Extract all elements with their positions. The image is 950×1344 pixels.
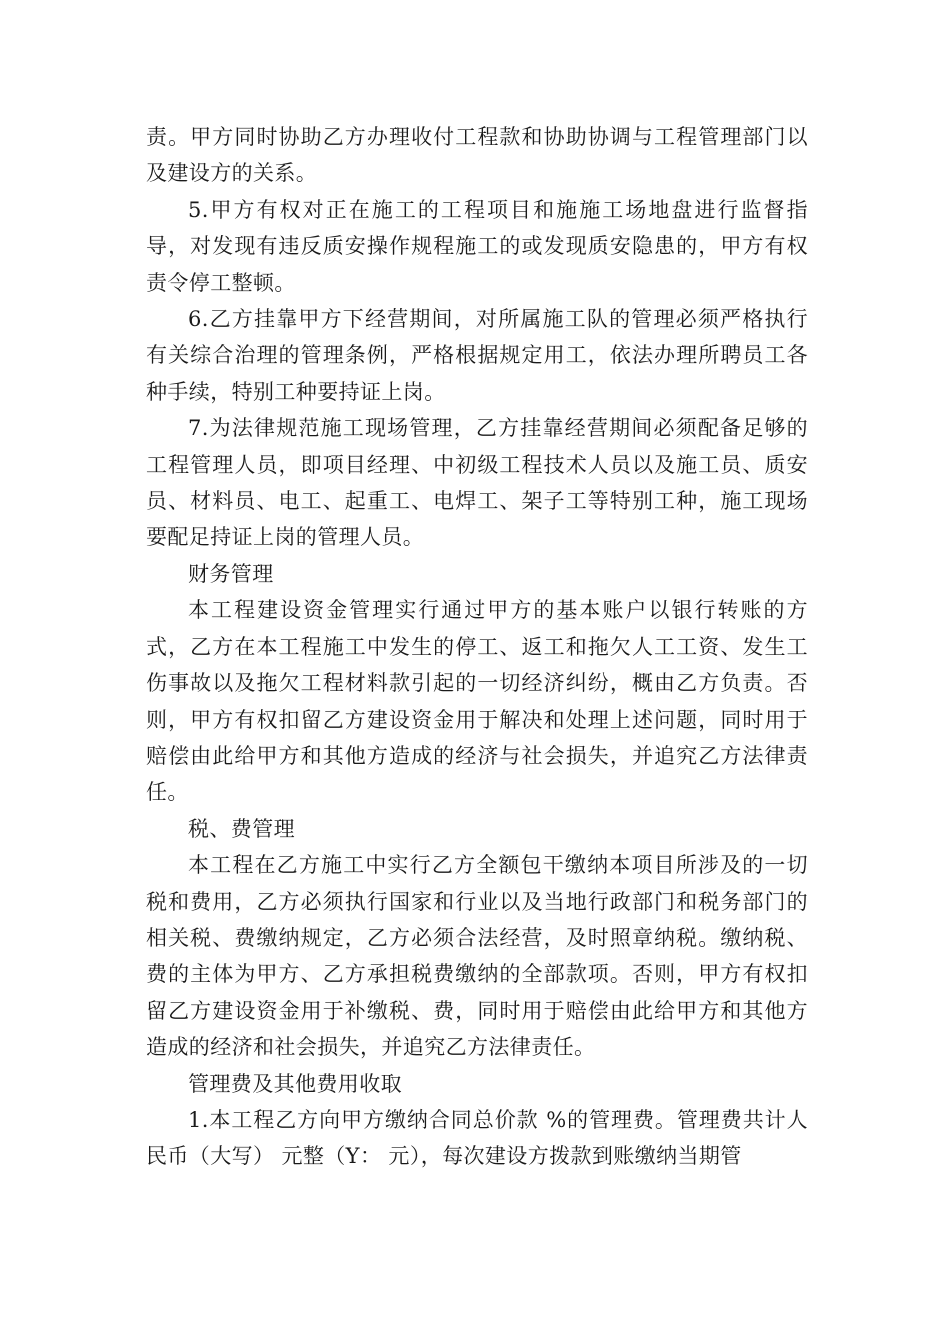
document-page <box>146 119 808 1175</box>
section-heading-fees: 管理费及其他费用收取 <box>188 1071 402 1096</box>
clause-5: 5.甲方有权对正在施工的工程项目和施施工场地盘进行监督指导，对发现有违反质安操作规程施工的或发现质安隐患的，甲方有权责令停工整顿。 <box>146 197 808 295</box>
finance-paragraph: 本工程建设资金管理实行通过甲方的基本账户以银行转账的方式，乙方在本工程施工中发生的停工、返工和拖欠人工工资、发生工伤事故以及拖欠工程材料款引起的一切经济纠纷，概由乙方负责。否则，甲方有权扣留乙方建设资金用于解决和处理上述问题，同时用于赔偿由此给甲方和其他方造成的经济与社会损失，并追究乙方法律责任。 <box>146 598 808 805</box>
tax-paragraph: 本工程在乙方施工中实行乙方全额包干缴纳本项目所涉及的一切税和费用，乙方必须执行国家和行业以及当地行政部门和税务部门的相关税、费缴纳规定，乙方必须合法经营，及时照章纳税。缴纳税、费的主体为甲方、乙方承担税费缴纳的全部款项。否则，甲方有权扣留乙方建设资金用于补缴税、费，同时用于赔偿由此给甲方和其他方造成的经济和社会损失，并追究乙方法律责任。 <box>146 853 808 1060</box>
section-heading-finance: 财务管理 <box>188 561 274 586</box>
section-heading-tax: 税、费管理 <box>188 816 295 841</box>
clause-7: 7.为法律规范施工现场管理，乙方挂靠经营期间必须配备足够的工程管理人员，即项目经理、中初级工程技术人员以及施工员、质安员、材料员、电工、起重工、电焊工、架子工等特别工种，施工现场要配足持证上岗的管理人员。 <box>146 416 808 550</box>
fees-clause-1: 1.本工程乙方向甲方缴纳合同总价款 %的管理费。管理费共计人民币（大写） 元整（Y： 元），每次建设方拨款到账缴纳当期管 <box>146 1107 808 1169</box>
paragraph-continuation: 责。甲方同时协助乙方办理收付工程款和协助协调与工程管理部门以及建设方的关系。 <box>146 125 808 186</box>
clause-6: 6.乙方挂靠甲方下经营期间，对所属施工队的管理必须严格执行有关综合治理的管理条例，严格根据规定用工，依法办理所聘员工各种手续，特别工种要持证上岗。 <box>146 307 808 404</box>
